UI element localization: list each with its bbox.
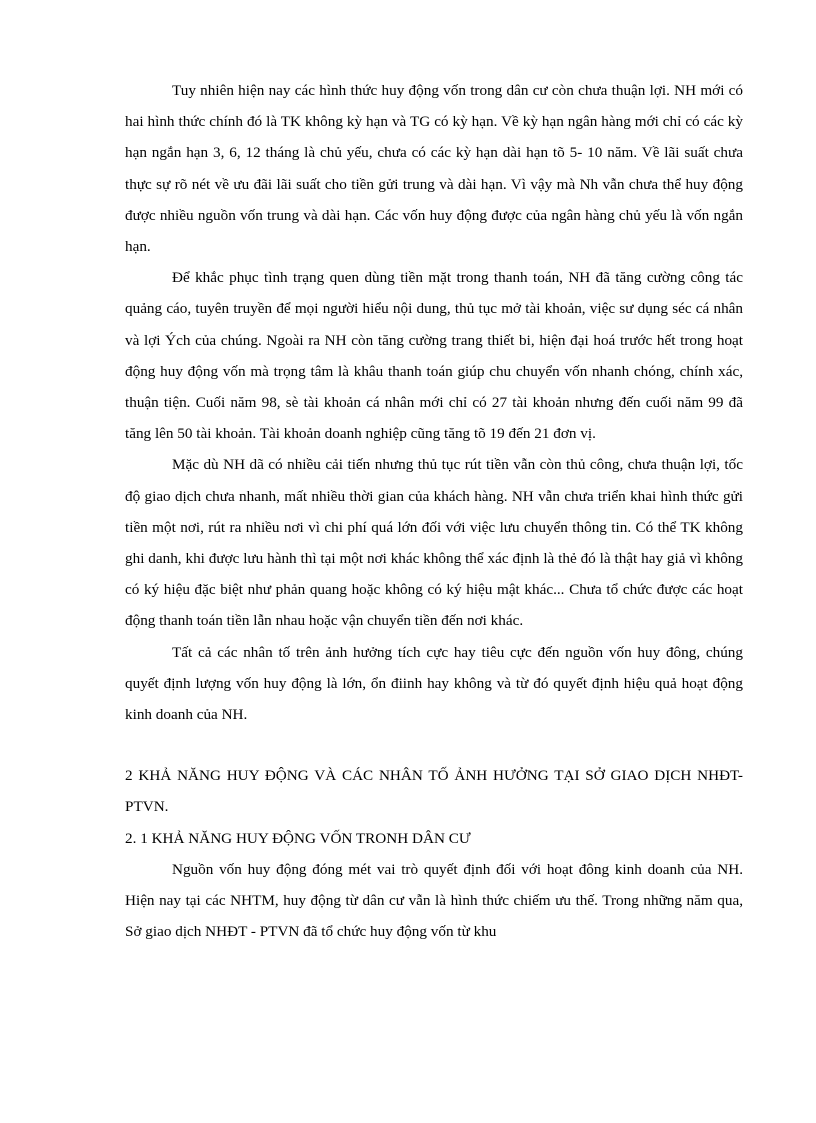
paragraph-5: Nguồn vốn huy động đóng mét vai trò quyết định đối với hoạt đông kinh doanh của NH. Hiện nay tại các NHTM, huy động từ dân cư vẫn là hình thức chiếm ưu thế. Trong những năm qua, Sở giao dịch NHĐT - PTVN đã tổ chức huy động vốn từ khu (125, 860, 743, 941)
document-body (125, 75, 743, 947)
subsection-heading: 2. 1 KHẢ NĂNG HUY ĐỘNG VỐN TRONH DÂN CƯ (125, 829, 471, 847)
paragraph-2: Để khắc phục tình trạng quen dùng tiền mặt trong thanh toán, NH đã tăng cường công tác quảng cáo, tuyên truyền để mọi người hiểu nội dung, thủ tục mở tài khoản, việc sư dụng séc cá nhân và lợi Ých của chúng. Ngoài ra NH còn tăng cường trang thiết bi, hiện đại hoá trước hết trong hoạt động huy động vốn mà trọng tâm là khâu thanh toán giúp chu chuyển vốn nhanh chóng, chính xác, thuận tiện. Cuối năm 98, sè tài khoản cá nhân mới chỉ có 27 tài khoản nhưng đến cuối năm 99 đã tăng lên 50 tài khoản. Tài khoản doanh nghiệp cũng tăng tõ 19 đến 21 đơn vị. (125, 269, 743, 443)
section-heading: 2 KHẢ NĂNG HUY ĐỘNG VÀ CÁC NHÂN TỐ ẢNH HƯỞNG TẠI SỞ GIAO DỊCH NHĐT-PTVN. (125, 767, 743, 816)
paragraph-1: Tuy nhiên hiện nay các hình thức huy động vốn trong dân cư còn chưa thuận lợi. NH mới có hai hình thức chính đó là TK không kỳ hạn và TG có kỳ hạn. Về kỳ hạn ngân hàng mới chỉ có các kỳ hạn ngắn hạn 3, 6, 12 tháng là chủ yếu, chưa có các kỳ hạn dài hạn tõ 5- 10 năm. Về lãi suất chưa thực sự rõ nét về ưu đãi lãi suất cho tiền gửi trung và dài hạn. Vì vậy mà Nh vẫn chưa thể huy động được nhiều nguồn vốn trung và dài hạn. Các vốn huy động được của ngân hàng chủ yếu là vốn ngắn hạn. (125, 82, 743, 256)
paragraph-4: Tất cả các nhân tố trên ảnh hưởng tích cực hay tiêu cực đến nguồn vốn huy đông, chúng quyết định lượng vốn huy động là lớn, ổn điinh hay không và từ đó quyết định hiệu quả hoạt động kinh doanh của NH. (125, 643, 743, 724)
paragraph-3: Mặc dù NH dã có nhiều cải tiến nhưng thủ tục rút tiền vẫn còn thủ công, chưa thuận lợi, tốc độ giao dịch chưa nhanh, mất nhiều thời gian của khách hàng. NH vẫn chưa triển khai hình thức gửi tiền một nơi, rút ra nhiều nơi vì chi phí quá lớn đối với việc lưu chuyển thông tin. Có thể TK không ghi danh, khi được lưu hành thì tại một nơi khác không thể xác định là thẻ đó là thật hay giả vì không có ký hiệu đặc biệt như phản quang hoặc không có ký hiệu mật khác... Chưa tổ chức được các hoạt động thanh toán tiền lẫn nhau hoặc vận chuyển tiền đến nơi khác. (125, 456, 743, 630)
